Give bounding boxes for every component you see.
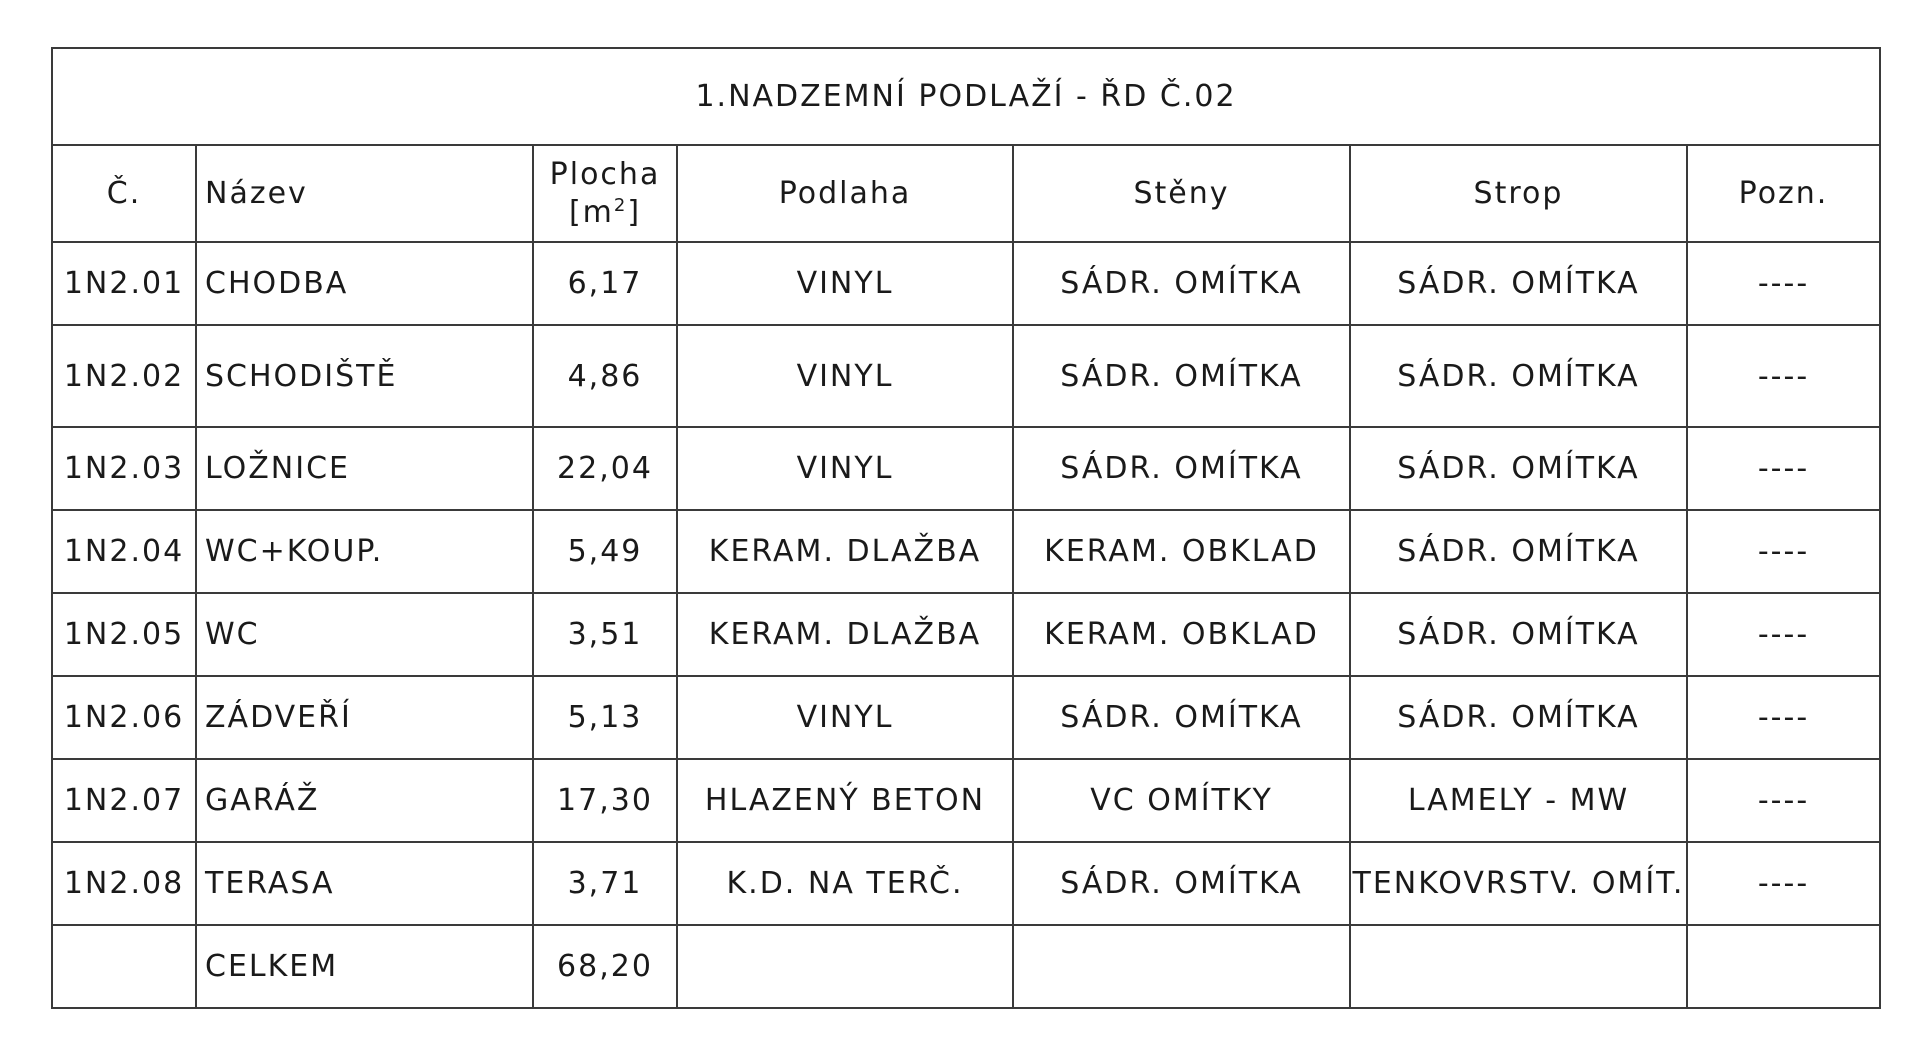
cell-note: ----: [1687, 325, 1880, 427]
total-ceiling: [1350, 925, 1687, 1008]
cell-floor: VINYL: [677, 427, 1013, 510]
unit-prefix: [m: [568, 194, 614, 230]
table-row: [52, 427, 1880, 510]
unit-superscript: 2: [613, 194, 628, 216]
cell-area: 22,04: [533, 427, 677, 510]
cell-note: ----: [1687, 510, 1880, 593]
cell-num: 1N2.07: [52, 759, 196, 842]
cell-ceiling: SÁDR. OMÍTKA: [1350, 242, 1687, 325]
cell-ceiling: LAMELY - MW: [1350, 759, 1687, 842]
cell-note: ----: [1687, 676, 1880, 759]
cell-ceiling: SÁDR. OMÍTKA: [1350, 510, 1687, 593]
cell-floor: VINYL: [677, 676, 1013, 759]
table-body: [52, 242, 1880, 925]
cell-walls: VC OMÍTKY: [1013, 759, 1350, 842]
cell-floor: HLAZENÝ BETON: [677, 759, 1013, 842]
cell-ceiling: TENKOVRSTV. OMÍT.: [1350, 842, 1687, 925]
cell-name: ZÁDVEŘÍ: [196, 676, 533, 759]
cell-note: ----: [1687, 427, 1880, 510]
cell-area: 4,86: [533, 325, 677, 427]
table-row: [52, 242, 1880, 325]
cell-ceiling: SÁDR. OMÍTKA: [1350, 325, 1687, 427]
cell-area: 5,13: [533, 676, 677, 759]
table-row: [52, 325, 1880, 427]
cell-name: GARÁŽ: [196, 759, 533, 842]
room-schedule-table: [51, 47, 1881, 1009]
cell-ceiling: SÁDR. OMÍTKA: [1350, 593, 1687, 676]
total-label: CELKEM: [196, 925, 533, 1008]
cell-num: 1N2.04: [52, 510, 196, 593]
header-row: [52, 145, 1880, 242]
cell-walls: KERAM. OBKLAD: [1013, 510, 1350, 593]
cell-walls: SÁDR. OMÍTKA: [1013, 842, 1350, 925]
table-title: 1.NADZEMNÍ PODLAŽÍ - ŘD Č.02: [52, 48, 1880, 145]
table-row: [52, 759, 1880, 842]
cell-name: WC: [196, 593, 533, 676]
unit-suffix: ]: [627, 194, 642, 230]
cell-name: SCHODIŠTĚ: [196, 325, 533, 427]
total-walls: [1013, 925, 1350, 1008]
total-floor: [677, 925, 1013, 1008]
header-area: [533, 145, 677, 242]
total-area: 68,20: [533, 925, 677, 1008]
cell-area: 5,49: [533, 510, 677, 593]
cell-name: CHODBA: [196, 242, 533, 325]
cell-name: WC+KOUP.: [196, 510, 533, 593]
header-walls: Stěny: [1013, 145, 1350, 242]
header-area-unit: [534, 194, 676, 232]
cell-num: 1N2.08: [52, 842, 196, 925]
cell-ceiling: SÁDR. OMÍTKA: [1350, 427, 1687, 510]
cell-ceiling: SÁDR. OMÍTKA: [1350, 676, 1687, 759]
cell-name: TERASA: [196, 842, 533, 925]
cell-note: ----: [1687, 593, 1880, 676]
total-row: [52, 925, 1880, 1008]
title-row: [52, 48, 1880, 145]
cell-note: ----: [1687, 242, 1880, 325]
cell-floor: K.D. NA TERČ.: [677, 842, 1013, 925]
table-row: [52, 510, 1880, 593]
table-row: [52, 676, 1880, 759]
cell-num: 1N2.02: [52, 325, 196, 427]
cell-floor: KERAM. DLAŽBA: [677, 510, 1013, 593]
header-num: Č.: [52, 145, 196, 242]
header-note: Pozn.: [1687, 145, 1880, 242]
table-row: [52, 842, 1880, 925]
cell-name: LOŽNICE: [196, 427, 533, 510]
cell-area: 3,51: [533, 593, 677, 676]
room-schedule-sheet: [51, 47, 1879, 1009]
cell-num: 1N2.03: [52, 427, 196, 510]
cell-area: 3,71: [533, 842, 677, 925]
cell-floor: KERAM. DLAŽBA: [677, 593, 1013, 676]
cell-num: 1N2.06: [52, 676, 196, 759]
cell-walls: SÁDR. OMÍTKA: [1013, 325, 1350, 427]
cell-walls: SÁDR. OMÍTKA: [1013, 242, 1350, 325]
cell-walls: SÁDR. OMÍTKA: [1013, 676, 1350, 759]
table-row: [52, 593, 1880, 676]
header-area-label: Plocha: [549, 156, 661, 192]
cell-area: 17,30: [533, 759, 677, 842]
total-note: [1687, 925, 1880, 1008]
header-ceiling: Strop: [1350, 145, 1687, 242]
cell-walls: SÁDR. OMÍTKA: [1013, 427, 1350, 510]
cell-num: 1N2.05: [52, 593, 196, 676]
cell-floor: VINYL: [677, 325, 1013, 427]
total-num: [52, 925, 196, 1008]
cell-walls: KERAM. OBKLAD: [1013, 593, 1350, 676]
cell-floor: VINYL: [677, 242, 1013, 325]
cell-num: 1N2.01: [52, 242, 196, 325]
cell-note: ----: [1687, 842, 1880, 925]
header-name: Název: [196, 145, 533, 242]
header-floor: Podlaha: [677, 145, 1013, 242]
cell-area: 6,17: [533, 242, 677, 325]
cell-note: ----: [1687, 759, 1880, 842]
